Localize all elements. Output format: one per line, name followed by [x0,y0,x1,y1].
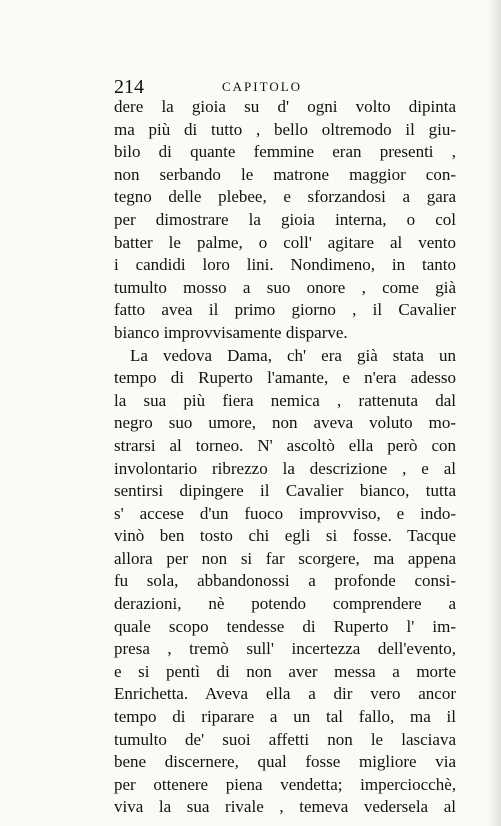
text-line: strarsi al torneo. N' ascoltò ella però con [114,435,456,455]
text-line: bianco improvvisamente disparve. [114,322,348,342]
text-line: fatto avea il primo giorno , il Cavalier [114,300,456,320]
text-line: per ottenere piena vendetta; imperciocchè, [114,774,456,794]
page-number: 214 [114,76,144,98]
text-line: fu sola, abbandonossi a profonde consi- [114,571,456,591]
text-line: vinò ben tosto chi egli si fosse. Tacque [114,526,456,546]
text-line: bilo di quante femmine eran presenti , [114,142,456,162]
text-line: viva la sua rivale , temeva vedersela al [114,797,456,817]
text-line: non serbando le matrone maggior con- [114,164,456,184]
text-line: e si pentì di non aver messa a morte [114,661,456,681]
text-line: bene discernere, qual fosse migliore via [114,752,456,772]
text-line: tegno delle plebee, e sforzandosi a gara [114,187,456,207]
text-line: tempo di Ruperto l'amante, e n'era adesso [114,368,456,388]
running-head: CAPITOLO [222,79,303,94]
text-line: presa , tremò sull' incertezza dell'evento, [114,639,456,659]
text-line: Enrichetta. Aveva ella a dir vero ancor [114,684,456,704]
text-line: allora per non si far scorgere, ma appena [114,548,456,568]
text-line: dere la gioia su d' ogni volto dipinta [114,97,456,116]
body-text [114,96,456,819]
text-line: la sua più fiera nemica , rattenuta dal [114,390,456,410]
text-line: per dimostrare la gioia interna, o col [114,209,456,229]
text-line: ma più di tutto , bello oltremodo il giu- [114,119,456,139]
text-line: La vedova Dama, ch' era già stata un [130,345,456,365]
text-line: sentirsi dipingere il Cavalier bianco, tutta [114,481,456,501]
text-line: i candidi loro lini. Nondimeno, in tanto [114,255,456,275]
text-line: tumulto mosso a suo onore , come già [114,277,456,297]
text-line: s' accese d'un fuoco improvviso, e indo- [114,503,456,523]
text-line: involontario ribrezzo la descrizione , e al [114,458,456,478]
text-line: batter le palme, o coll' agitare al vento [114,232,456,252]
text-line: negro suo umore, non aveva voluto mo- [114,413,456,433]
page-edge-shadow [487,0,501,826]
text-line: derazioni, nè potendo comprendere a [114,594,456,614]
text-line: tumulto de' suoi affetti non le lasciava [114,729,456,749]
text-line: tempo di riparare a un tal fallo, ma il [114,707,456,727]
text-line: quale scopo tendesse di Ruperto l' im- [114,616,456,636]
